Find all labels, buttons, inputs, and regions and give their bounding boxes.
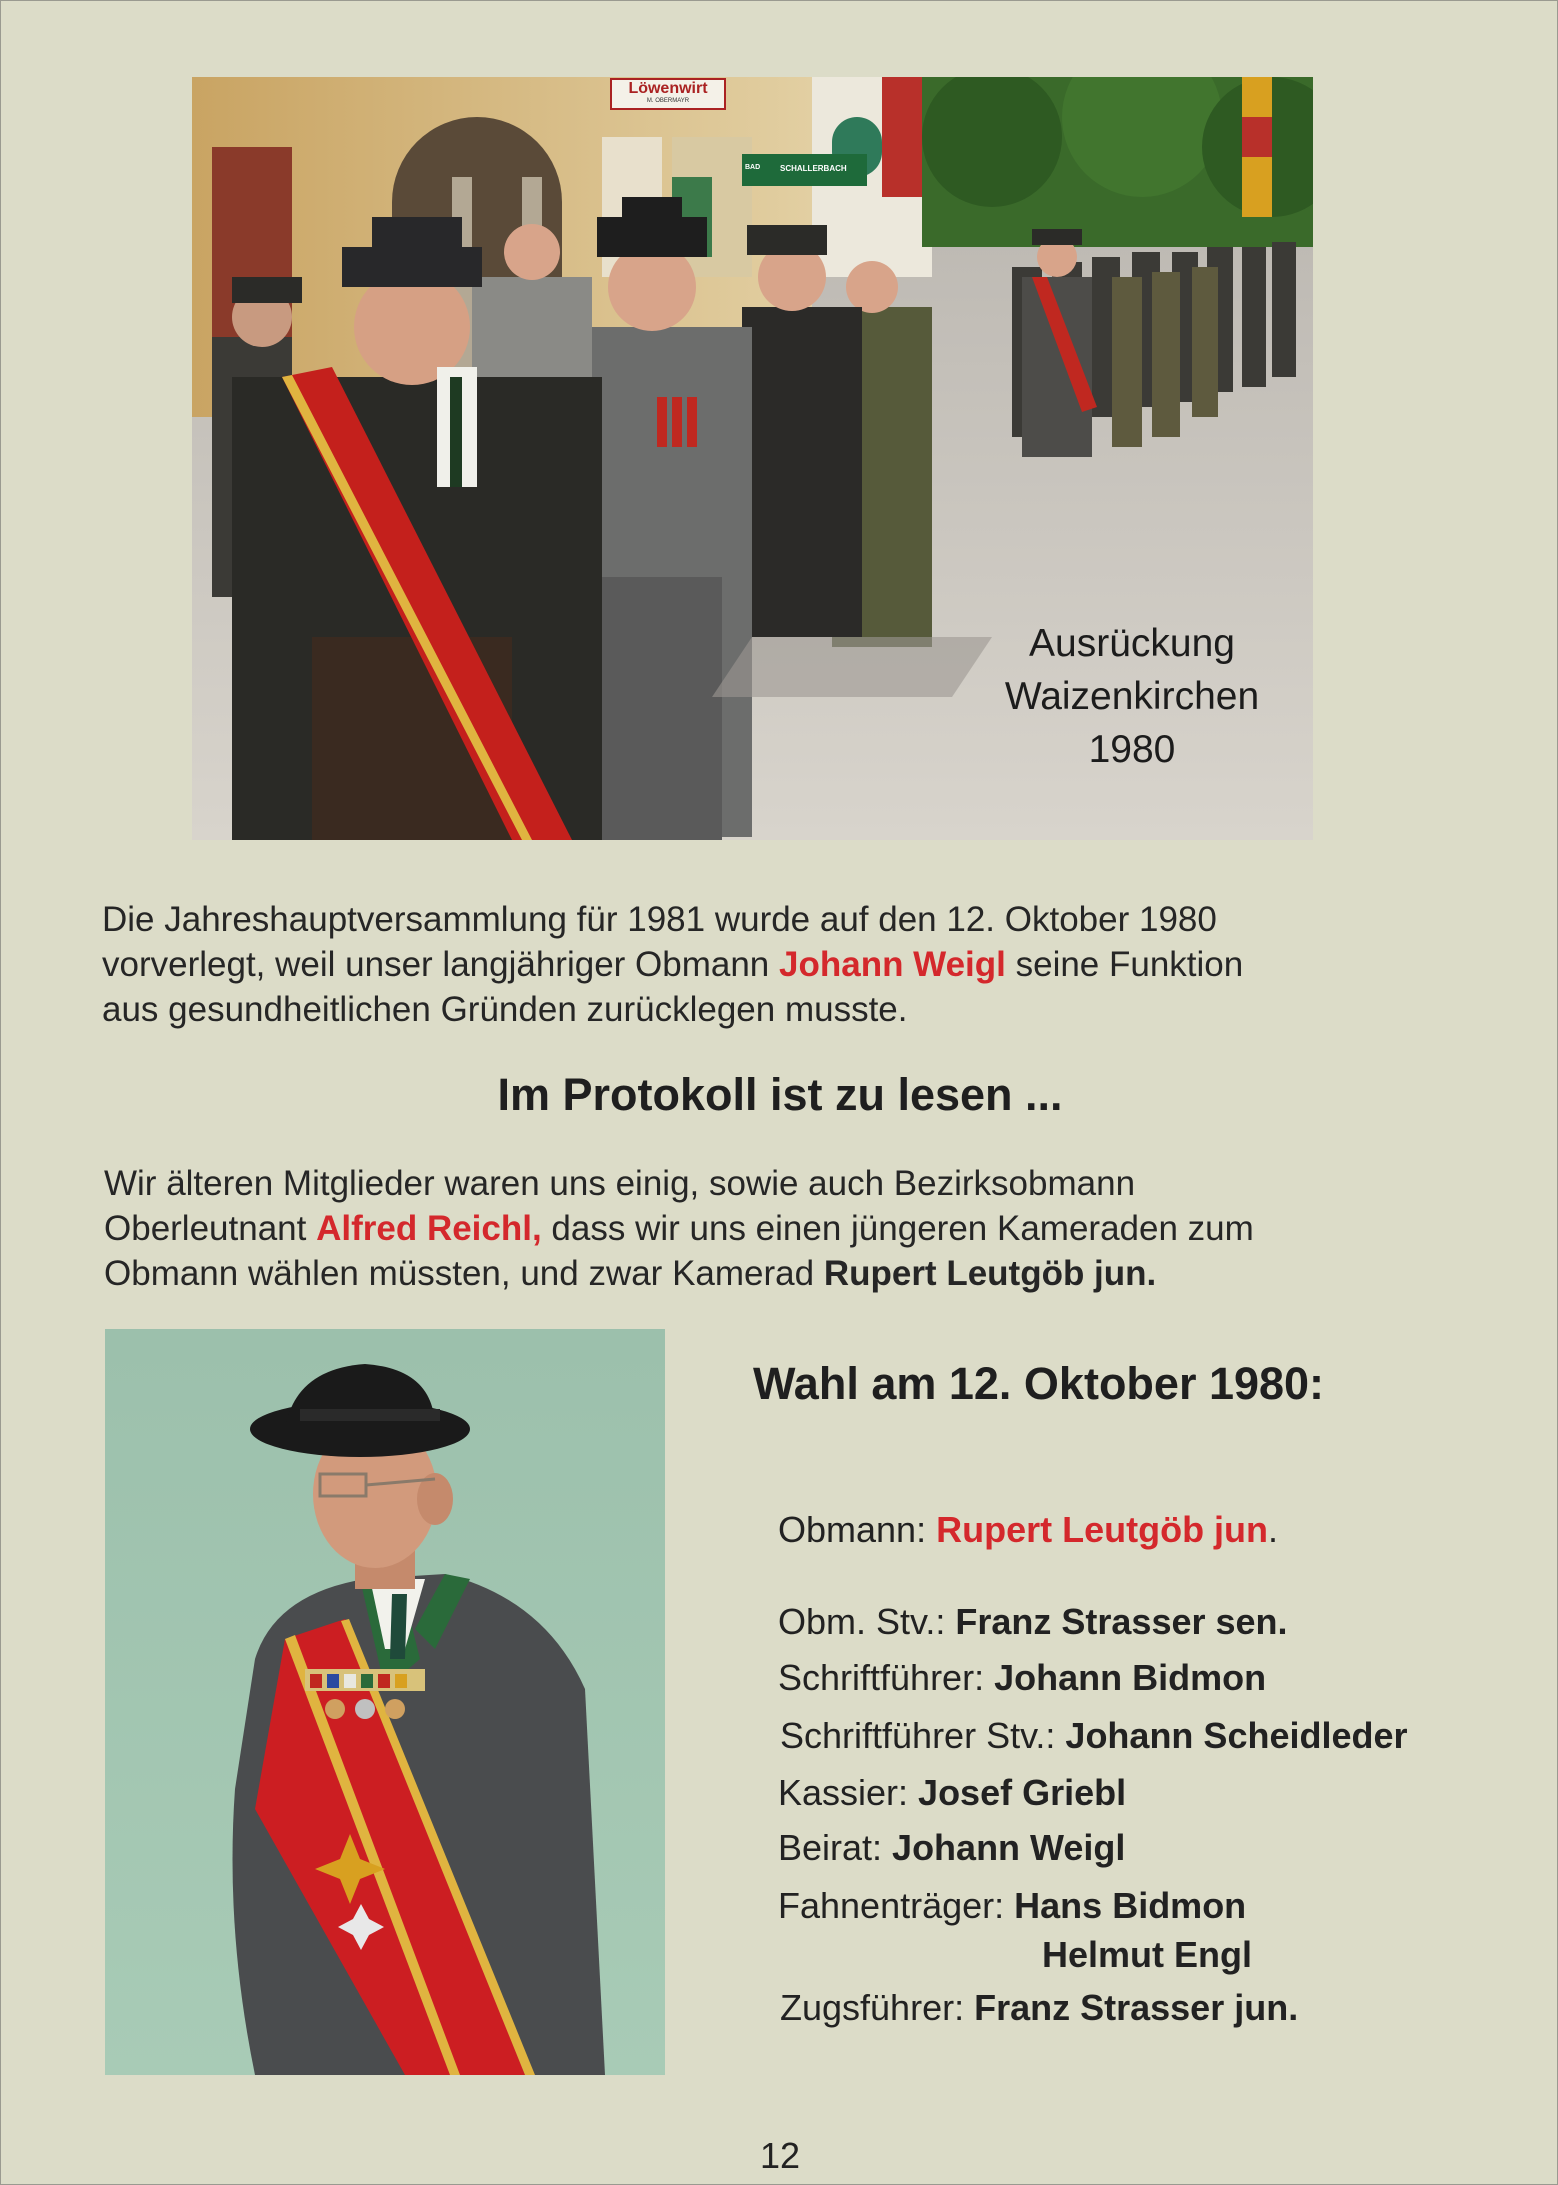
protokoll-name-alfred-reichl: Alfred Reichl, [316,1209,542,1248]
intro-name-johann-weigl: Johann Weigl [779,945,1006,984]
protokoll-line-3-before: Obmann wählen müssten, und zwar Kamerad [104,1254,824,1293]
officer-row [778,1885,1246,1927]
officer-row [1042,1934,1252,1976]
officer-name: Franz Strasser jun. [974,1987,1299,2028]
intro-paragraph [102,897,1482,1032]
officer-row [778,1772,1126,1814]
loewenwirt-sign-subtext: M. OBERMAYR [646,98,690,104]
officer-name: Johann Scheidleder [1065,1715,1408,1756]
protokoll-heading: Im Protokoll ist zu lesen ... [497,1069,1063,1120]
parade-photo-caption [952,617,1312,776]
officer-label: Obm. Stv.: [778,1601,956,1642]
intro-line-2-before: vorverlegt, weil unser langjähriger Obmann [102,945,779,984]
page-number: 12 [759,2135,801,2176]
protokoll-line-3 [104,1251,1484,1296]
officer-row [778,1657,1266,1699]
officer-name: Hans Bidmon [1014,1885,1247,1926]
officer-label: Schriftführer: [778,1657,995,1698]
officer-row [778,1601,1288,1643]
election-heading: Wahl am 12. Oktober 1980: [753,1358,1325,1409]
officer-row [778,1827,1125,1869]
caption-line-2: Waizenkirchen [1004,675,1260,718]
intro-line-1: Die Jahreshauptversammlung für 1981 wurde auf den 12. Oktober 1980 [102,900,1217,939]
officer-name: Helmut Engl [1042,1934,1253,1975]
officer-name: Johann Weigl [892,1827,1126,1868]
loewenwirt-sign [610,78,726,110]
officer-obmann-name: Rupert Leutgöb jun [936,1509,1269,1550]
protokoll-paragraph [104,1161,1484,1296]
portrait-photo-image [105,1329,665,2075]
officer-label: Beirat: [778,1827,893,1868]
officer-name: Josef Griebl [918,1772,1127,1813]
officer-row [780,1715,1408,1757]
officer-name: Johann Bidmon [994,1657,1267,1698]
officer-obmann-suffix: . [1268,1509,1279,1550]
officer-obmann-label: Obmann: [778,1509,937,1550]
officer-label: Kassier: [778,1772,919,1813]
protokoll-line-1: Wir älteren Mitglieder waren uns einig, sowie auch Bezirksobmann [104,1164,1136,1203]
caption-line-3: 1980 [1088,728,1176,771]
officer-obmann [778,1509,1278,1551]
officer-row [780,1987,1298,2029]
caption-line-1: Ausrückung [1029,622,1235,665]
officer-label: Schriftführer Stv.: [780,1715,1066,1756]
protokoll-line-2 [104,1206,1484,1251]
officer-label: Zugsführer: [780,1987,975,2028]
officer-name: Franz Strasser sen. [955,1601,1288,1642]
officer-label: Fahnenträger: [778,1885,1015,1926]
intro-line-3: aus gesundheitlichen Gründen zurücklegen musste. [102,990,908,1029]
loewenwirt-sign-text: Löwenwirt [628,80,708,97]
shop-sign-text: SCHALLERBACH [780,164,847,173]
intro-line-2 [102,942,1482,987]
portrait-photo [105,1329,665,2075]
intro-line-2-after: seine Funktion [1005,945,1244,984]
shop-sign [742,154,867,186]
parade-photo [192,77,1313,840]
protokoll-line-2-after: dass wir uns einen jüngeren Kameraden zum [541,1209,1254,1248]
shop-sign-prefix: BAD [745,164,761,171]
protokoll-line-2-before: Oberleutnant [104,1209,317,1248]
protokoll-name-rupert-leutgoeb: Rupert Leutgöb jun. [823,1254,1157,1293]
